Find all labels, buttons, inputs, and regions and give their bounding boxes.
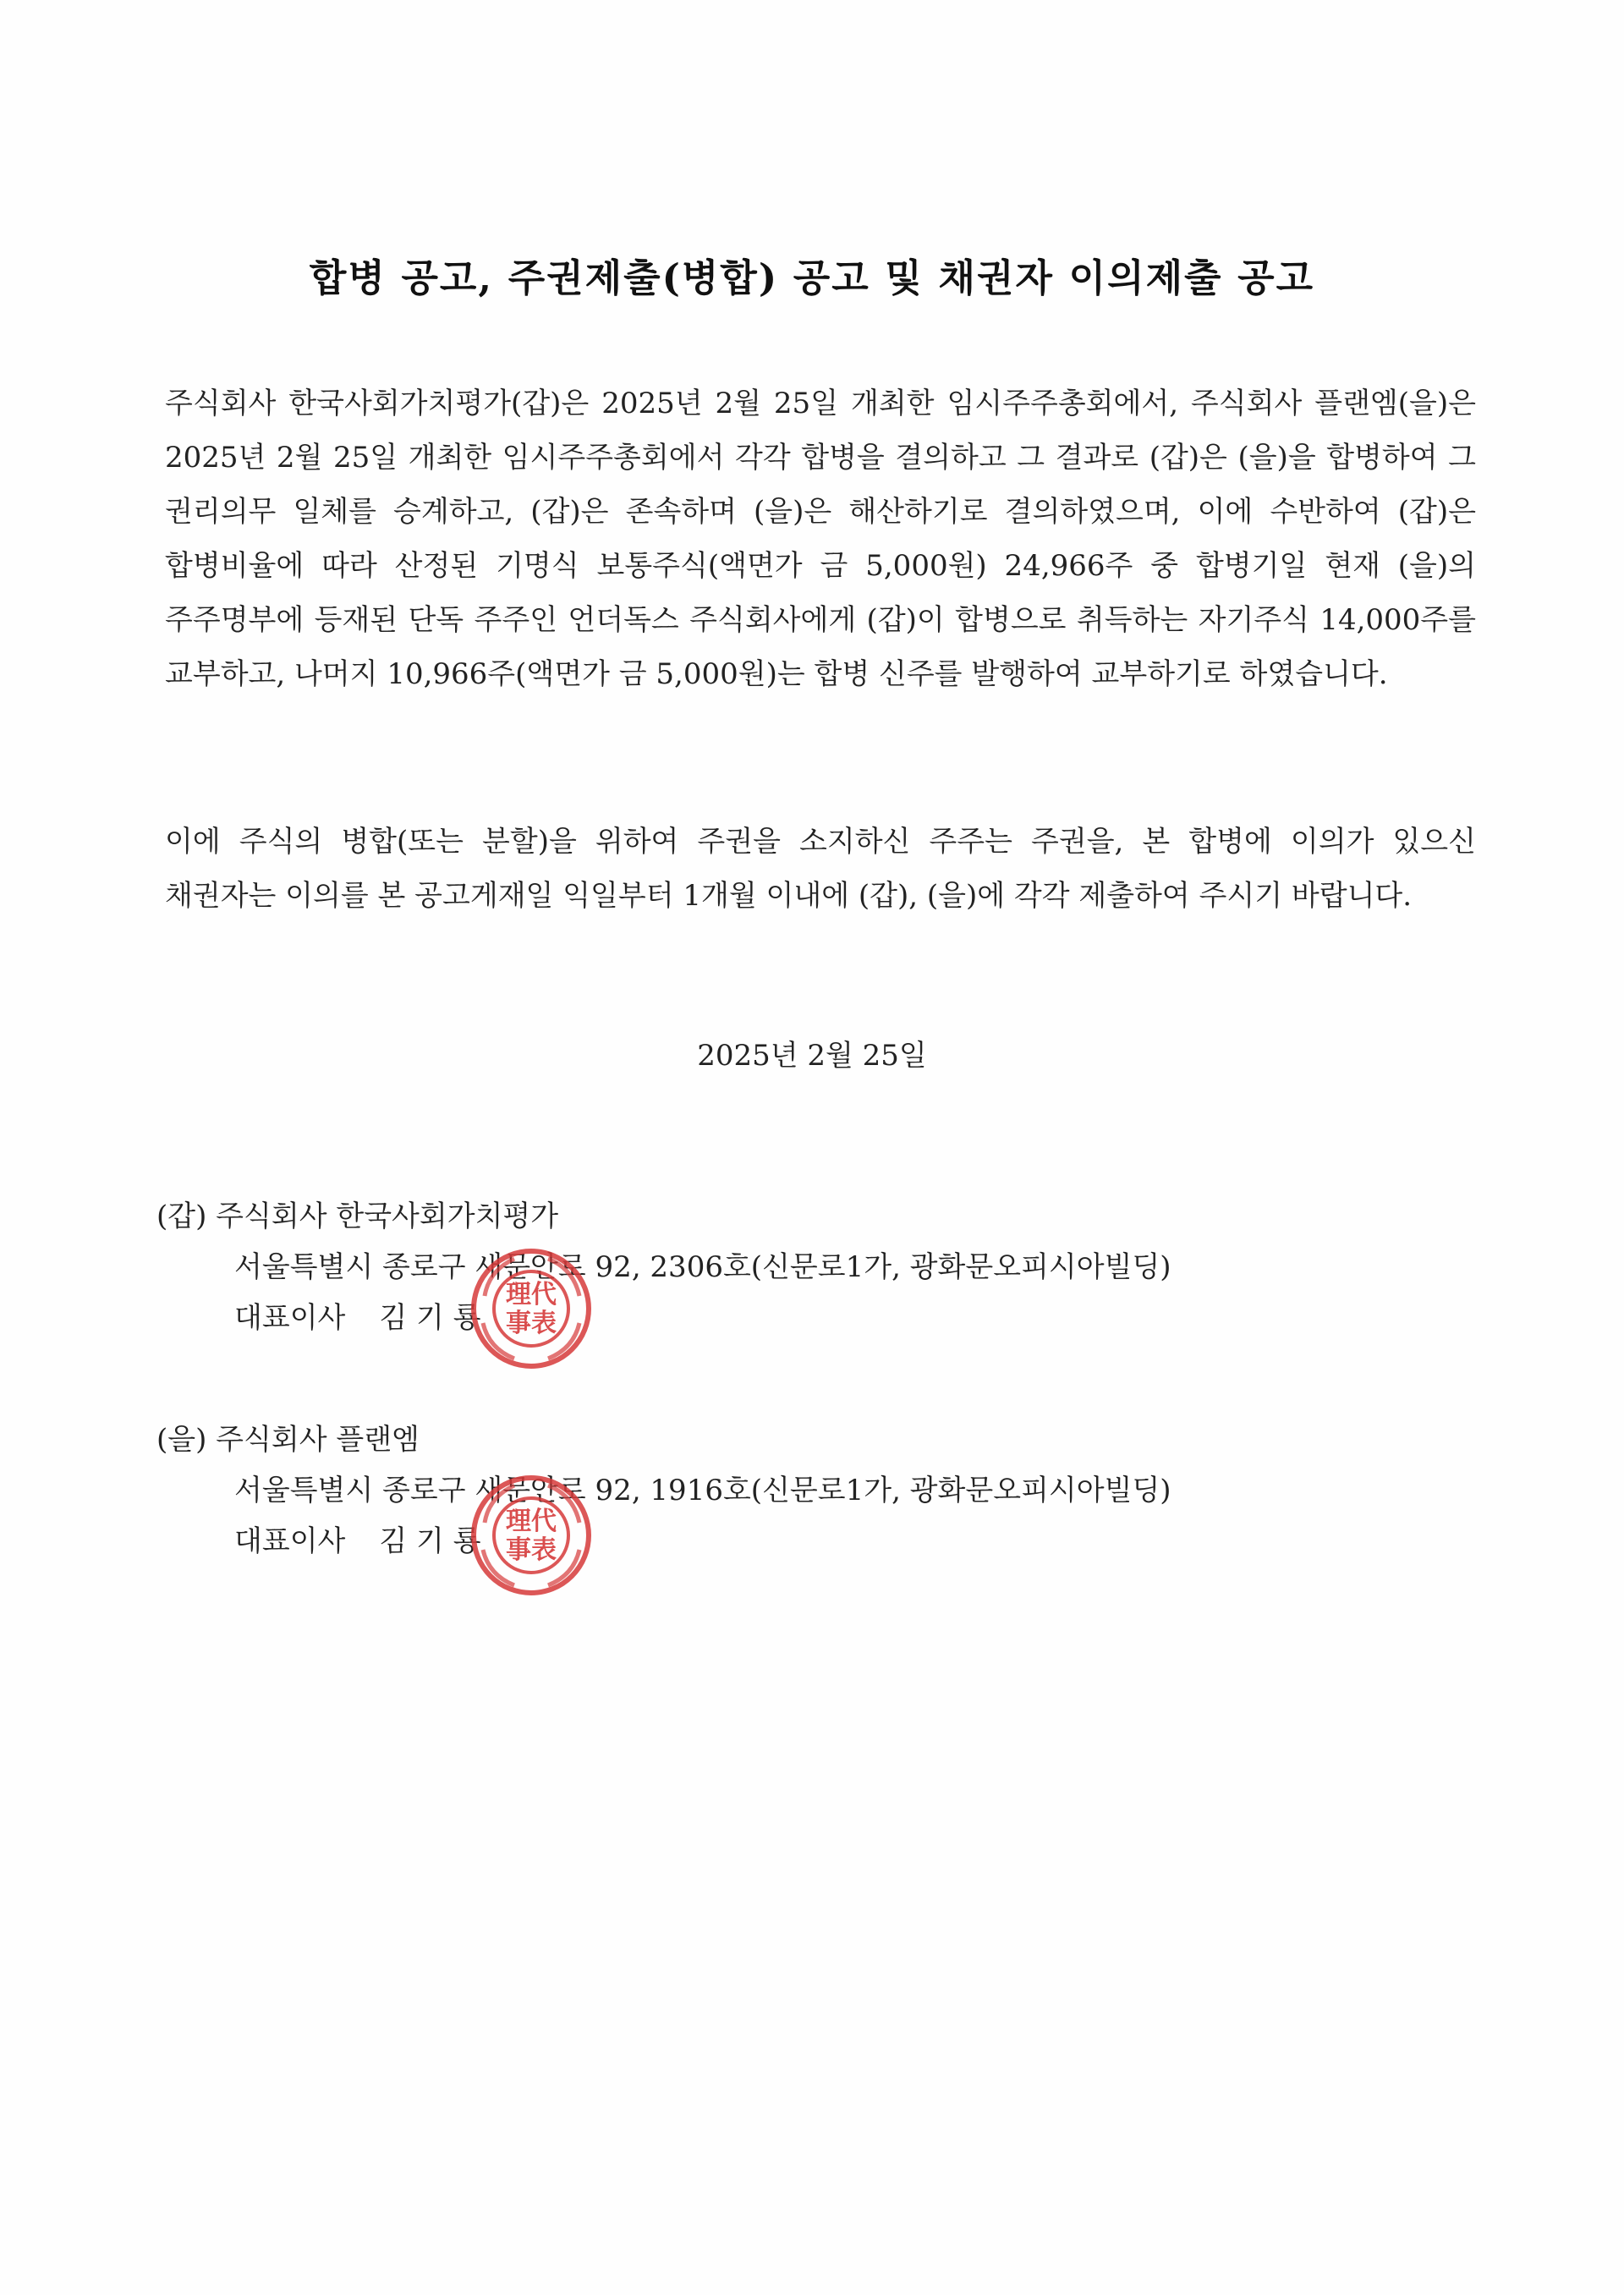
company-a-rep-name: 김 기 룡 [379, 1301, 481, 1335]
company-b-representative [156, 1516, 1171, 1567]
company-b-rep-name: 김 기 룡 [379, 1524, 481, 1558]
company-b-address: 서울특별시 종로구 새문안로 92, 1916호(신문로1가, 광화문오피시아빌딩) [234, 1474, 1171, 1507]
svg-text:事表: 事表 [506, 1535, 557, 1565]
company-a-rep-title: 대표이사 [234, 1301, 346, 1335]
body-paragraph-submission: 이에 주식의 병합(또는 분할)을 위하여 주권을 소지하신 주주는 주권을, 본 합병에 이의가 있으신 채권자는 이의를 본 공고게재일 익일부터 1개월 이내에 (갑), (을)에 각각 제출하여 주시기 바랍니다. [165, 825, 1476, 913]
svg-text:理代: 理代 [506, 1507, 557, 1536]
company-block-a [156, 1191, 1171, 1343]
document-title: 합병 공고, 주권제출(병합) 공고 및 채권자 이의제출 공고 [309, 255, 1315, 300]
svg-text:理代: 理代 [506, 1280, 557, 1309]
company-seal-a [468, 1245, 595, 1372]
company-a-address: 서울특별시 종로구 새문안로 92, 2306호(신문로1가, 광화문오피시아빌딩) [234, 1250, 1171, 1284]
svg-text:事表: 事表 [506, 1309, 557, 1338]
company-b-rep-title: 대표이사 [234, 1524, 346, 1558]
notice-date: 2025년 2월 25일 [697, 1039, 927, 1073]
company-block-b [156, 1414, 1171, 1567]
company-a-name: (갑) 주식회사 한국사회가치평가 [156, 1200, 559, 1233]
body-paragraph-merger: 주식회사 한국사회가치평가(갑)은 2025년 2월 25일 개최한 임시주주총회에서, 주식회사 플랜엠(을)은 2025년 2월 25일 개최한 임시주주총회에서 각각 합병을 결의하고 그 결과로 (갑)은 (을)을 합병하여 그 권리의무 일체를 승계하고, (갑)은 존속하며 (을)은 해산하기로 결의하였으며, 이에 수반하여 (갑)은 합병비율에 따라 산정된 기명식 보통주식(액면가 금 5,000원) 24,966주 중 합병기일 현재 (을)의 주주명부에 등재된 단독 주주인 언더독스 주식회사에게 (갑)이 합병으로 취득하는 자기주식 14,000주를 교부하고, 나머지 10,966주(액면가 금 5,000원)는 합병 신주를 발행하여 교부하기로 하였습니다. [165, 387, 1476, 691]
seal-stamp-b [468, 1472, 595, 1599]
company-a-representative [156, 1293, 1171, 1343]
company-seal-b [468, 1472, 595, 1599]
seal-stamp-a [468, 1245, 595, 1372]
company-b-name: (을) 주식회사 플랜엠 [156, 1423, 420, 1457]
